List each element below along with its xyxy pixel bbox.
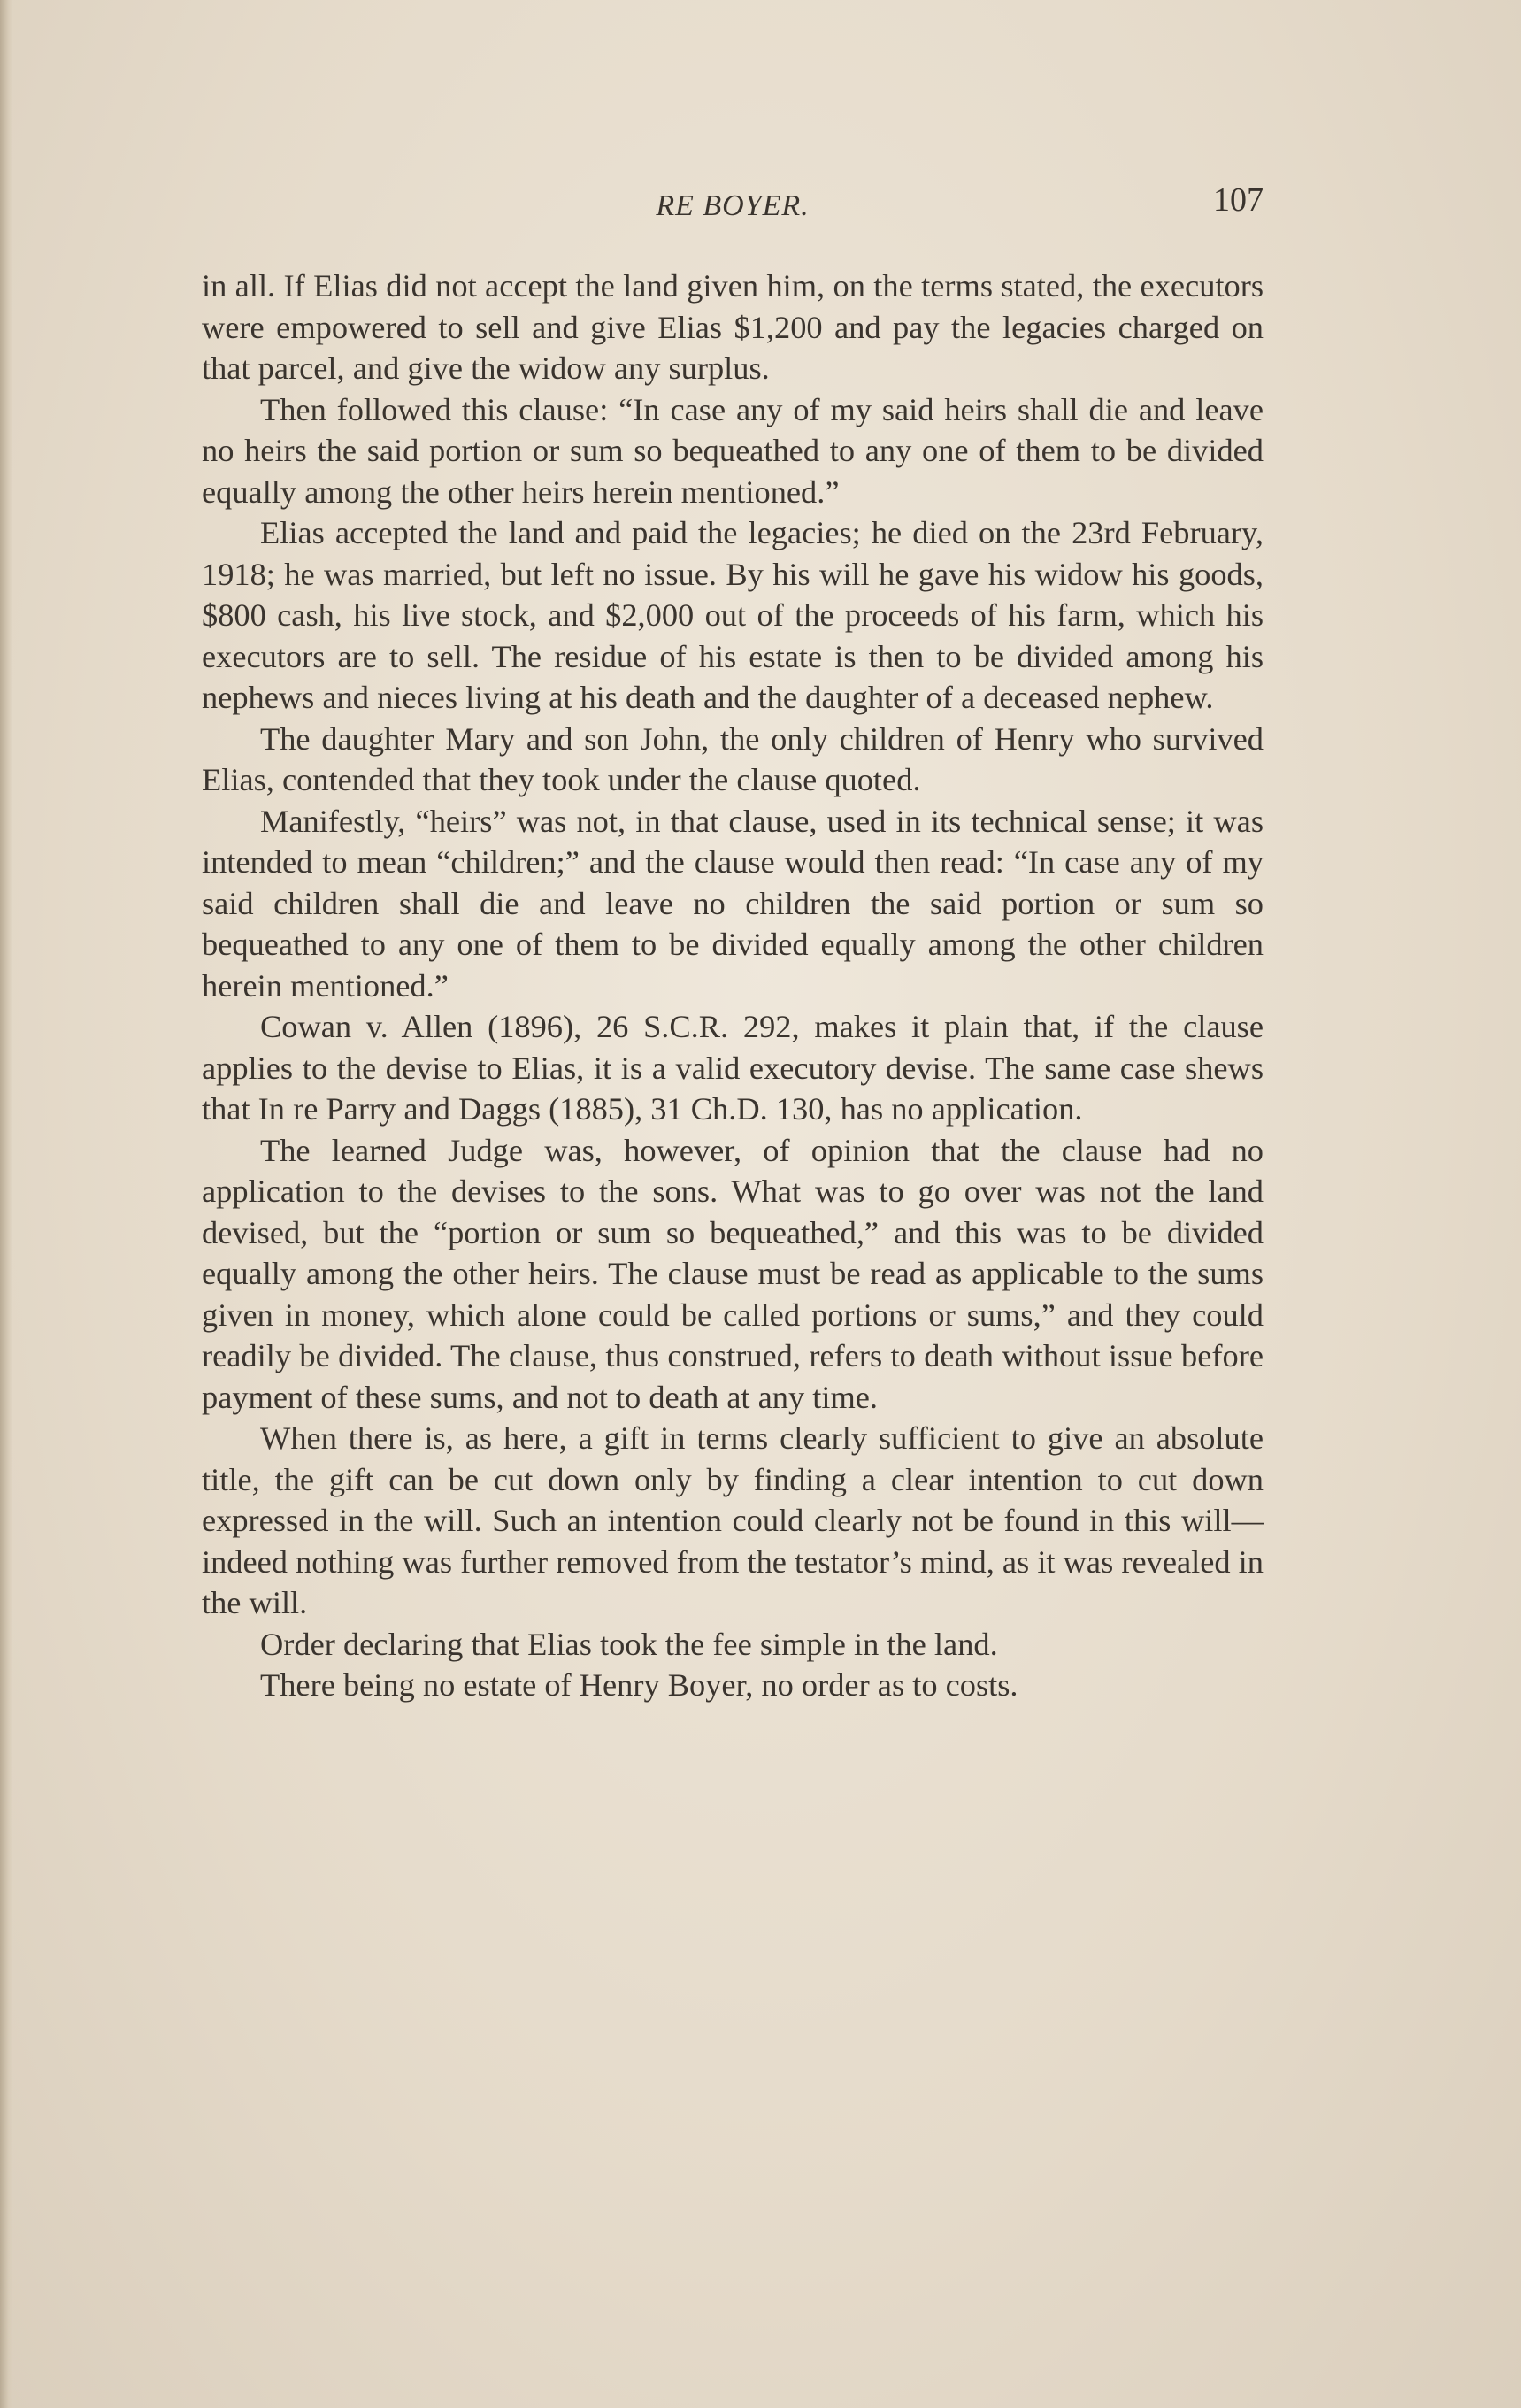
paragraph: When there is, as here, a gift in terms clearly sufficient to give an absolute title, the gift can be cut down only by finding a clear intention to cut down expressed in the will. Such an intention could clearly not be found in this will—indeed nothing was further removed from the testator’s mind, as it was revealed in the will.	[202, 1420, 1264, 1620]
paragraph: There being no estate of Henry Boyer, no order as to costs.	[260, 1667, 1018, 1703]
running-head: RE BOYER.	[656, 189, 810, 222]
paragraph: in all. If Elias did not accept the land given him, on the terms stated, the executors were empowered to sell and give Elias $1,200 and pay the legacies charged on that parcel, and give the widow any surplus.	[202, 268, 1264, 386]
paragraph: Order declaring that Elias took the fee simple in the land.	[260, 1626, 998, 1662]
body-text	[202, 265, 1264, 1706]
paragraph: Manifestly, “heirs” was not, in that clause, used in its technical sense; it was intended to mean “children;” and the clause would then read: “In case any of my said children shall die and leave no children the said portion or sum so bequeathed to any one of them to be divided equally among the other children herein mentioned.”	[202, 803, 1264, 1004]
page-header	[202, 177, 1264, 230]
page-spine-shadow	[0, 0, 12, 2408]
paragraph: The learned Judge was, however, of opinion that the clause had no application to the devises to the sons. What was to go over was not the land devised, but the “portion or sum so bequeathed,” and this was to be divided equally among the other heirs. The clause must be read as applicable to the sums given in money, which alone could be called portions or sums,” and they could readily be divided. The clause, thus construed, refers to death without issue before payment of these sums, and not to death at any time.	[202, 1132, 1264, 1415]
page-number: 107	[1213, 181, 1264, 219]
paragraph: Cowan v. Allen (1896), 26 S.C.R. 292, makes it plain that, if the clause applies to the devise to Elias, it is a valid executory devise. The same case shews that In re Parry and Daggs (1885), 31 Ch.D. 130, has no application.	[202, 1009, 1264, 1127]
paragraph: The daughter Mary and son John, the only children of Henry who survived Elias, contended that they took under the clause quoted.	[202, 720, 1264, 797]
paragraph: Elias accepted the land and paid the legacies; he died on the 23rd February, 1918; he was married, but left no issue. By his will he gave his widow his goods, $800 cash, his live stock, and $2,000 out of the proceeds of his farm, which his executors are to sell. The residue of his estate is then to be divided among his nephews and nieces living at his death and the daughter of a deceased nephew.	[202, 515, 1264, 715]
paragraph: Then followed this clause: “In case any of my said heirs shall die and leave no heirs the said portion or sum so bequeathed to any one of them to be divided equally among the other heirs herein mentioned.”	[202, 391, 1264, 510]
